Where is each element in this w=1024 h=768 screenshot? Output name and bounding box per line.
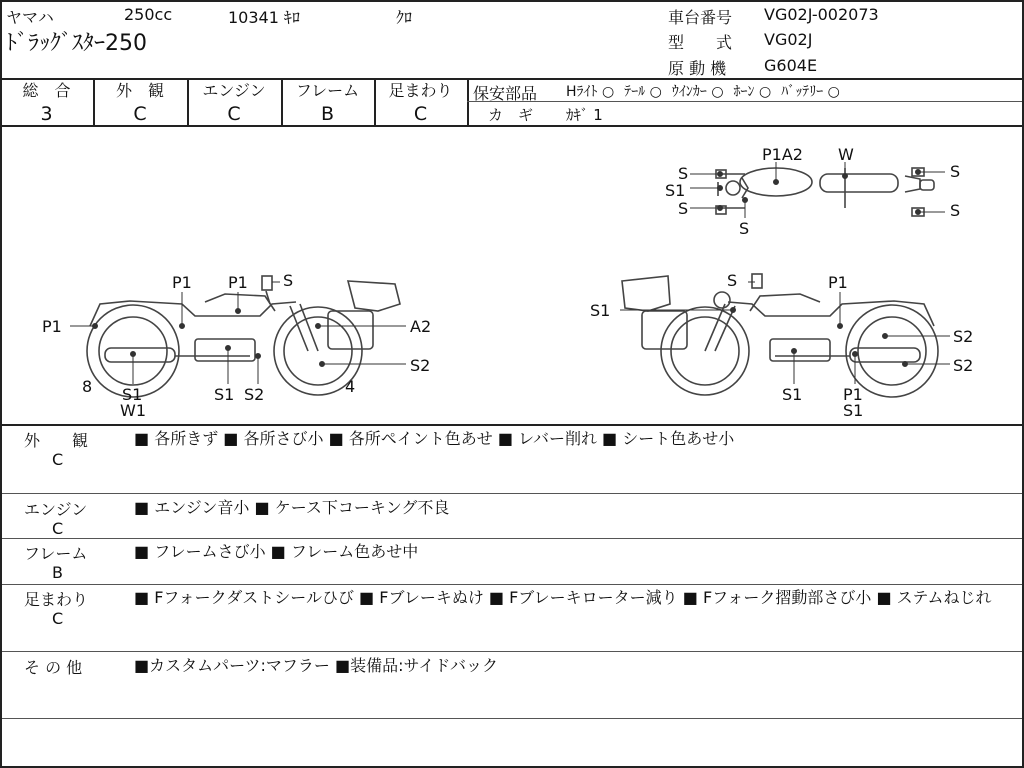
safety-item-battery: ﾊﾞｯﾃﾘｰ ○ [781, 84, 840, 100]
engine-label: 原 動 機 [668, 59, 727, 78]
rv-p1-2: P1 [843, 385, 863, 404]
displacement: 250cc [124, 5, 173, 24]
grade-overall: 総 合 3 [22, 81, 71, 125]
rv-s: S [727, 271, 738, 290]
frame-no: VG02J-002073 [764, 5, 879, 24]
lv-p1-2: P1 [228, 273, 248, 292]
damage-diagram [0, 126, 1024, 424]
key-label: カ ギ [488, 106, 534, 124]
safety-item-winker: ｳｲﾝｶｰ ○ [671, 84, 724, 100]
rv-s2-1: S2 [953, 327, 974, 346]
safety-items [566, 81, 840, 101]
safety-item-tail: ﾃｰﾙ ○ [624, 84, 662, 100]
grade-engine: エンジン C [202, 81, 266, 125]
tv-w: W [838, 145, 854, 164]
lv-a2: A2 [410, 317, 432, 336]
tv-s-4: S [950, 162, 961, 181]
rv-s2-2: S2 [953, 356, 974, 375]
lv-s1-2: S1 [214, 385, 235, 404]
frame-no-label: 車台番号 [668, 8, 733, 27]
type-label: 型 式 [668, 33, 733, 52]
lv-w1: W1 [120, 401, 146, 420]
key-value: ｶｷﾞ 1 [566, 106, 603, 124]
grade-suspension: 足まわり C [388, 81, 453, 125]
tv-s1: S1 [665, 181, 686, 200]
tv-s-2: S [678, 199, 689, 218]
tv-s-1: S [678, 164, 689, 183]
tv-p1a2: P1A2 [762, 145, 803, 164]
safety-label: 保安部品 [473, 84, 538, 103]
maker: ヤマハ [6, 8, 54, 27]
grade-exterior: 外 観 C [115, 81, 164, 125]
model-name: ﾄﾞﾗｯｸﾞｽﾀｰ250 [6, 31, 147, 56]
tv-s-5: S [950, 201, 961, 220]
lv-s: S [283, 271, 294, 290]
lv-four: 4 [345, 377, 356, 396]
top-view-motorcycle [716, 168, 934, 216]
color: ｸﾛ [396, 8, 413, 27]
lv-s2-2: S2 [244, 385, 265, 404]
type-value: VG02J [764, 30, 813, 49]
lv-s1-1: S1 [122, 385, 143, 404]
rv-s1-1: S1 [590, 301, 611, 320]
lv-p1-1: P1 [172, 273, 192, 292]
safety-item-headlight: Hﾗｲﾄ ○ [566, 84, 615, 100]
rv-s1-2: S1 [782, 385, 803, 404]
rv-s1-3: S1 [843, 401, 864, 420]
engine-value: G604E [764, 56, 818, 75]
tv-s-3: S [739, 219, 750, 238]
lv-eight: 8 [82, 377, 93, 396]
rv-p1-1: P1 [828, 273, 848, 292]
grade-frame: フレーム B [295, 81, 360, 125]
mileage: 10341 ｷﾛ [228, 8, 300, 27]
lv-p1-3: P1 [42, 317, 62, 336]
lv-s2-1: S2 [410, 356, 431, 375]
safety-item-horn: ﾎｰﾝ ○ [733, 84, 772, 100]
